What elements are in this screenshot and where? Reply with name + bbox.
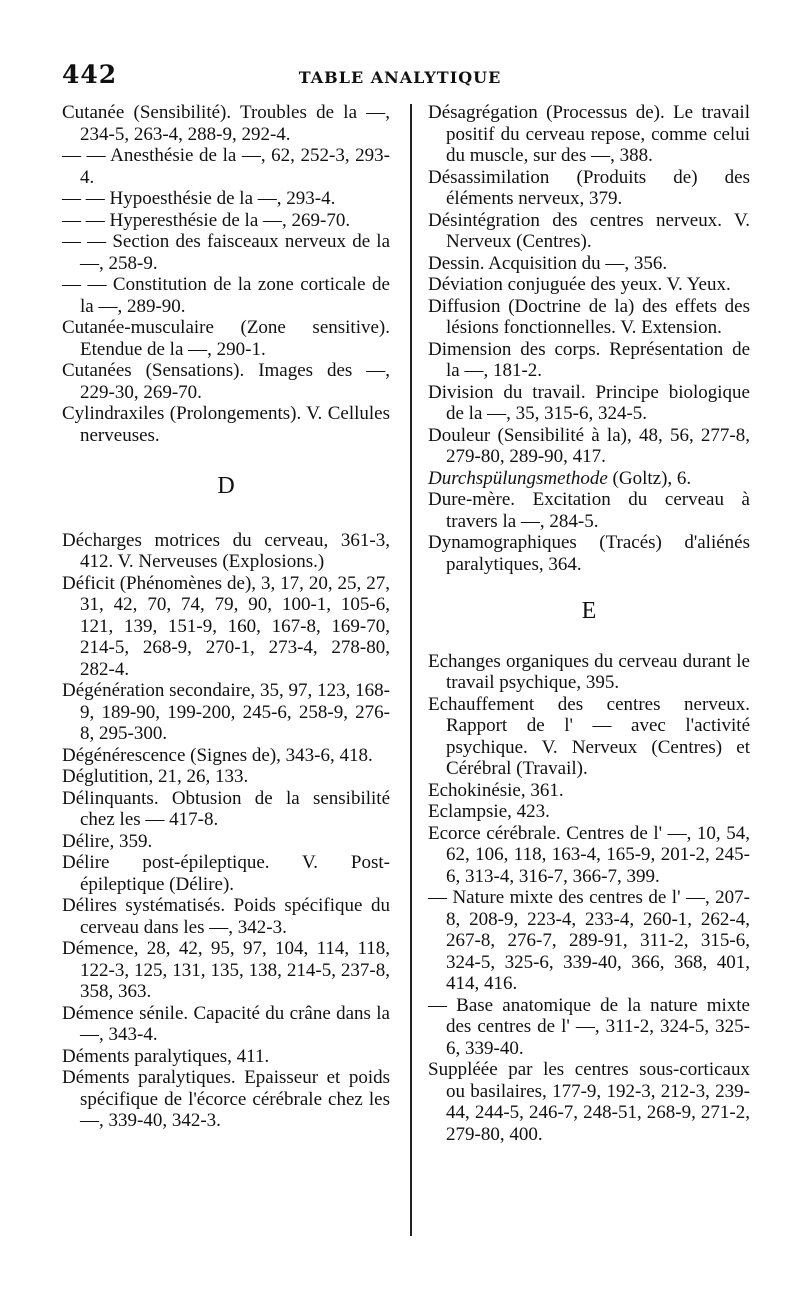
index-entry: Douleur (Sensibilité à la), 48, 56, 277-8, 279-80, 289-90, 417. [428,424,750,467]
index-entry: Echauffement des centres nerveux. Rapport de l' — avec l'activité psychique. V. Nerveux (Centres) et Cérébral (Travail). [428,693,750,779]
index-entry: Dure-mère. Excitation du cerveau à travers la —, 284-5. [428,489,750,532]
index-entry-durchspulung [428,468,750,490]
index-entry: Ecorce cérébrale. Centres de l' —, 10, 54, 62, 106, 118, 163-4, 165-9, 201-2, 245-6, 313-4, 316-7, 366-7, 399. [428,822,750,887]
index-entry: Délire, 359. [62,830,153,852]
index-entry: — Nature mixte des centres de l' —, 207-8, 208-9, 223-4, 233-4, 260-1, 262-4, 267-8, 276-7, 289-91, 311-2, 315-6, 324-5, 325-6, 339-40, 366, 368, 401, 414, 416. [428,887,750,994]
index-entry: Décharges motrices du cerveau, 361-3, 412. V. Nerveuses (Explosions.) [62,529,390,572]
index-entry: Suppléée par les centres sous-corticaux ou basilaires, 177-9, 192-3, 212-3, 239-44, 244-5, 246-7, 248-51, 268-9, 271-2, 279-80, 400. [428,1059,750,1145]
index-entry: — — Constitution de la zone corticale de la —, 289-90. [62,274,390,317]
section-letter-e: E [581,598,597,624]
running-title: TABLE ANALYTIQUE [298,68,502,87]
index-entry: Cutanées (Sensations). Images des —, 229-30, 269-70. [62,360,390,403]
index-entry: Echanges organiques du cerveau durant le travail psychique, 395. [428,650,750,693]
index-entry: Division du travail. Principe biologique de la —, 35, 315-6, 324-5. [428,381,750,424]
index-entry: Démence sénile. Capacité du crâne dans la —, 343-4. [62,1002,390,1045]
index-entry: — — Anesthésie de la —, 62, 252-3, 293-4. [62,145,390,188]
left-column [62,102,390,1132]
column-divider [410,104,412,1236]
index-entry: Diffusion (Doctrine de la) des effets des lésions fonctionnelles. V. Extension. [428,295,750,338]
index-entry: Dynamographiques (Tracés) d'aliénés paralytiques, 364. [428,532,750,575]
index-entry: — — Hyperesthésie de la —, 269-70. [62,209,351,231]
index-entry: Désassimilation (Produits de) des éléments nerveux, 379. [428,166,750,209]
index-entry: Cylindraxiles (Prolongements). V. Cellules nerveuses. [62,403,390,446]
index-entry: — — Hypoesthésie de la —, 293-4. [62,188,336,209]
index-entry: Déviation conjuguée des yeux. V. Yeux. [428,274,731,295]
index-entry: Dimension des corps. Représentation de la —, 181-2. [428,338,750,381]
index-entry: Déficit (Phénomènes de), 3, 17, 20, 25, 27, 31, 42, 70, 74, 79, 90, 100-1, 105-6, 121, 139, 151-9, 160, 167-8, 169-70, 214-5, 268-9, 270-1, 273-4, 278-80, 282-4. [62,572,390,680]
index-entry: Cutanée-musculaire (Zone sensitive). Etendue de la —, 290-1. [62,317,390,360]
index-entry: Déglutition, 21, 26, 133. [62,766,249,787]
index-entry: Dessin. Acquisition du —, 356. [428,252,668,274]
italic-term: Durchspülungsmethode [428,467,608,489]
index-entry: Déments paralytiques, 411. [62,1045,270,1067]
entry-pages: (Goltz), 6. [607,467,692,489]
index-entry: Cutanée (Sensibilité). Troubles de la —, 234-5, 263-4, 288-9, 292-4. [62,102,390,145]
index-entry: Dégénération secondaire, 35, 97, 123, 168-9, 189-90, 199-200, 245-6, 258-9, 276-8, 295-300. [62,680,390,744]
index-entry: — Base anatomique de la nature mixte des centres de l' —, 311-2, 324-5, 325-6, 339-40. [428,994,750,1059]
section-letter-d: D [217,473,235,499]
index-entry: Dégénérescence (Signes de), 343-6, 418. [62,744,373,766]
index-entry: Délires systématisés. Poids spécifique du cerveau dans les —, 342-3. [62,895,390,938]
right-column [428,102,750,1145]
page-number: 442 [62,60,118,89]
index-entry: — — Section des faisceaux nerveux de la —, 258-9. [62,231,390,274]
index-entry: Délire post-épileptique. V. Post-épileptique (Délire). [62,852,390,895]
index-entry: Désagrégation (Processus de). Le travail positif du cerveau repose, comme celui du muscle, sur des —, 388. [428,102,750,166]
index-entry: Désintégration des centres nerveux. V. Nerveux (Centres). [428,209,750,252]
index-entry: Déments paralytiques. Epaisseur et poids spécifique de l'écorce cérébrale chez les —, 339-40, 342-3. [62,1067,390,1131]
index-entry: Délinquants. Obtusion de la sensibilité chez les — 417-8. [62,787,390,830]
index-entry: Eclampsie, 423. [428,801,550,822]
index-entry: Echokinésie, 361. [428,779,564,801]
index-entry: Démence, 28, 42, 95, 97, 104, 114, 118, 122-3, 125, 131, 135, 138, 214-5, 237-8, 358, 363. [62,938,390,1002]
